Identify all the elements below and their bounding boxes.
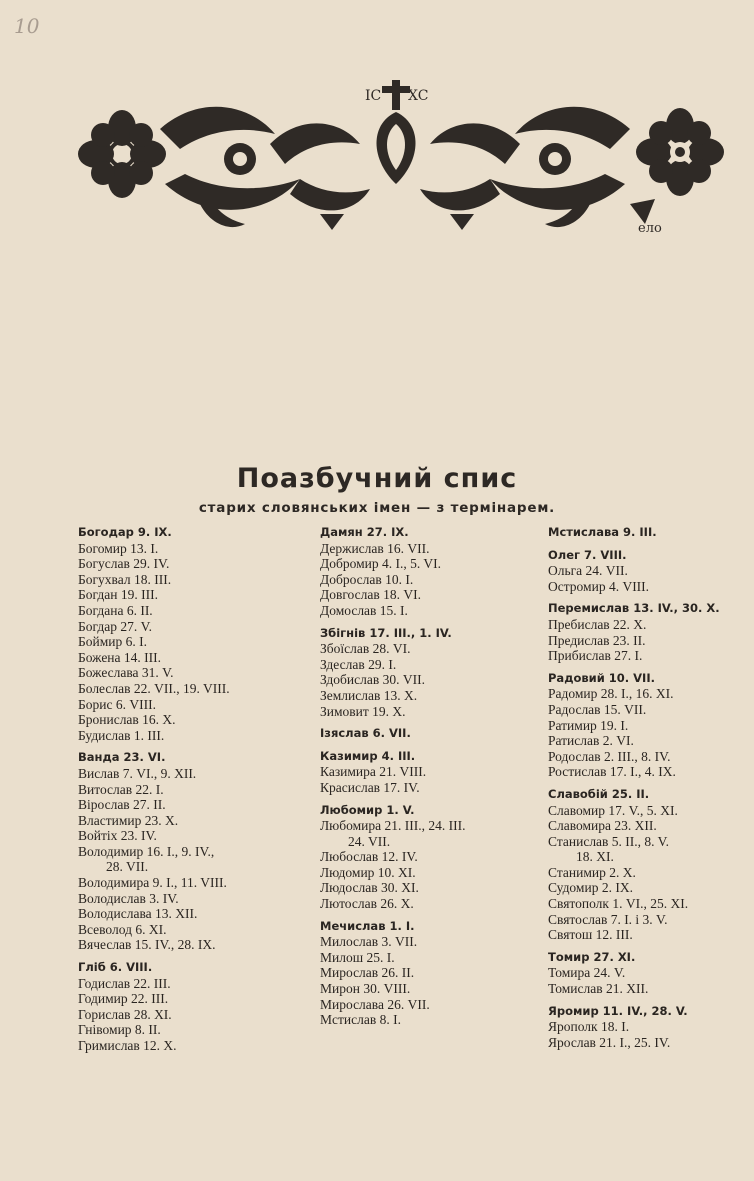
name-group [548,548,748,595]
name-entry: Святослав 7. I. і 3. V. [548,911,668,927]
name-entry: Славобій 25. II. [548,786,650,801]
name-entry: Годислав 22. III. [78,975,171,991]
name-entry: Родослав 2. III., 8. IV. [548,748,671,764]
name-entry: Дамян 27. IX. [320,525,409,539]
name-entry: Любослав 12. IV. [320,849,418,865]
name-entry: Збоїслав 28. VI. [320,641,411,657]
name-entry: Томислав 21. XII. [548,981,649,997]
svg-text:ело: ело [638,221,662,234]
name-entry: Витослав 22. I. [78,781,164,797]
name-entry: Томир 27. XI. [548,949,636,964]
name-entry: Мстислава 9. III. [548,525,657,539]
name-entry: Богуслав 29. IV. [78,556,170,572]
name-entry: Мстислав 8. I. [320,1012,401,1028]
name-group [548,525,748,541]
name-entry: Мечислав 1. I. [320,918,415,933]
name-entry: Казимир 4. III. [320,748,416,763]
name-entry: Всеволод 6. XI. [78,921,167,937]
name-group [548,1004,748,1051]
name-entry: Ярослав 21. I., 25. IV. [548,1034,671,1050]
name-entry: Володимира 9. I., 11. VIII. [78,875,227,891]
name-entry: Ратимир 19. I. [548,717,629,733]
name-entry: Лютослав 26. X. [320,896,414,912]
name-entry: Красислав 17. IV. [320,779,420,795]
name-entry: Мирон 30. VIII. [320,981,411,997]
name-entry: Людослав 30. XI. [320,880,419,896]
name-entry: Милослав 3. VII. [320,934,418,950]
page-number: 10 [14,14,40,38]
name-entry: Богдан 19. III. [78,587,158,603]
name-group [548,787,748,943]
name-entry: Радослав 15. VII. [548,701,647,717]
name-entry: Вірослав 27. II. [78,797,166,813]
page-title: Поазбучний спис [236,463,518,494]
name-entry-continuation: 24. VII. [348,833,391,849]
name-entry: Володимир 16. I., 9. IV., [78,843,215,859]
name-entry: Ростислав 17. I., 4. IX. [548,764,676,780]
name-entry: Властимир 23. X. [78,812,179,828]
name-entry: Славомира 23. XII. [548,818,657,834]
name-group [320,803,535,912]
name-entry: Святош 12. III. [548,927,633,943]
names-column-2 [320,525,535,1035]
name-entry: Держислав 16. VII. [320,540,430,556]
name-entry: Володислава 13. XII. [78,906,198,922]
name-group [320,525,535,619]
name-group [548,950,748,997]
name-entry: Болеслав 22. VII., 19. VIII. [78,680,230,696]
name-entry: Ізяслав 6. VII. [320,726,411,741]
name-entry: Предислав 23. II. [548,632,646,648]
floral-ornament-header [70,74,730,234]
name-entry: Гнівомир 8. II. [78,1022,161,1038]
name-entry: Радомир 28. I., 16. XI. [548,686,674,702]
names-column-1 [78,525,303,1061]
name-entry: Зимовит 19. X. [320,703,406,719]
name-entry: Любомир 1. V. [320,802,415,817]
name-entry: Милош 25. I. [320,949,395,965]
name-entry: Перемислав 13. IV., 30. X. [548,601,720,616]
name-group [78,960,303,1054]
name-entry: Олег 7. VIII. [548,547,627,562]
name-entry: Довгослав 18. VI. [320,587,421,603]
name-entry: Радовий 10. VII. [548,670,655,685]
name-entry: Богомир 13. I. [78,540,159,556]
name-entry: Здеслав 29. I. [320,656,397,672]
name-entry-continuation: 18. XI. [576,849,614,865]
name-entry: Богодар 9. IX. [78,525,172,539]
name-entry-continuation: 28. VII. [106,859,149,875]
name-entry: Доброслав 10. I. [320,571,414,587]
name-entry: Боймир 6. I. [78,634,147,650]
name-entry: Збігнів 17. III., 1. IV. [320,625,452,640]
name-group [548,671,748,780]
name-entry: Вячеслав 15. IV., 28. IX. [78,937,216,953]
name-entry: Горислав 28. XI. [78,1006,172,1022]
name-entry: Ратислав 2. VI. [548,733,634,749]
name-entry: Мирослав 26. II. [320,965,415,981]
name-entry: Будислав 1. III. [78,727,165,743]
name-group [548,601,748,663]
name-entry: Остромир 4. VIII. [548,578,650,594]
name-entry: Мирослава 26. VII. [320,996,430,1012]
name-entry: Судомир 2. IX. [548,880,633,896]
svg-text:IC: IC [365,88,382,104]
name-entry: Станимир 2. X. [548,864,636,880]
name-entry: Гліб 6. VIII. [78,960,153,975]
name-entry: Любомира 21. III., 24. III. [320,818,466,834]
name-entry: Добромир 4. I., 5. VI. [320,556,441,572]
name-group [320,919,535,1028]
name-entry: Ярополк 18. I. [548,1019,630,1035]
name-group [320,726,535,742]
name-entry: Станислав 5. II., 8. V. [548,833,670,849]
name-entry: Здобислав 30. VII. [320,672,425,688]
name-entry: Святополк 1. VI., 25. XI. [548,896,689,912]
name-entry: Людомир 10. XI. [320,864,416,880]
page-subtitle: старих словянських імен — з термінарем. [198,500,556,516]
name-entry: Бронислав 16. X. [78,712,176,728]
name-entry: Божеслава 31. V. [78,665,174,681]
name-entry: Годимир 22. III. [78,991,169,1007]
name-entry: Казимира 21. VIII. [320,764,427,780]
name-entry: Землислав 13. X. [320,687,418,703]
name-entry: Вислав 7. VI., 9. XII. [78,765,197,781]
name-group [320,626,535,720]
names-column-3 [548,525,748,1057]
name-entry: Володислав 3. IV. [78,890,179,906]
name-entry: Пребислав 22. X. [548,616,647,632]
svg-text:XC: XC [408,88,429,104]
name-entry: Томира 24. V. [548,965,626,981]
name-entry: Ольга 24. VII. [548,563,628,579]
name-entry: Борис 6. VIII. [78,696,156,712]
name-entry: Славомир 17. V., 5. XI. [548,802,678,818]
name-entry: Войтіх 23. IV. [78,828,157,844]
name-entry: Прибислав 27. I. [548,648,643,664]
name-group [78,750,303,953]
name-entry: Домослав 15. I. [320,602,408,618]
name-entry: Ванда 23. VI. [78,750,166,765]
name-group [78,525,303,743]
name-group [320,749,535,796]
name-entry: Гримислав 12. X. [78,1038,177,1053]
name-entry: Богдар 27. V. [78,618,152,634]
name-entry: Богухвал 18. III. [78,571,172,587]
name-entry: Яромир 11. IV., 28. V. [548,1003,688,1018]
name-entry: Божена 14. III. [78,649,162,665]
name-entry: Богдана 6. II. [78,602,153,618]
